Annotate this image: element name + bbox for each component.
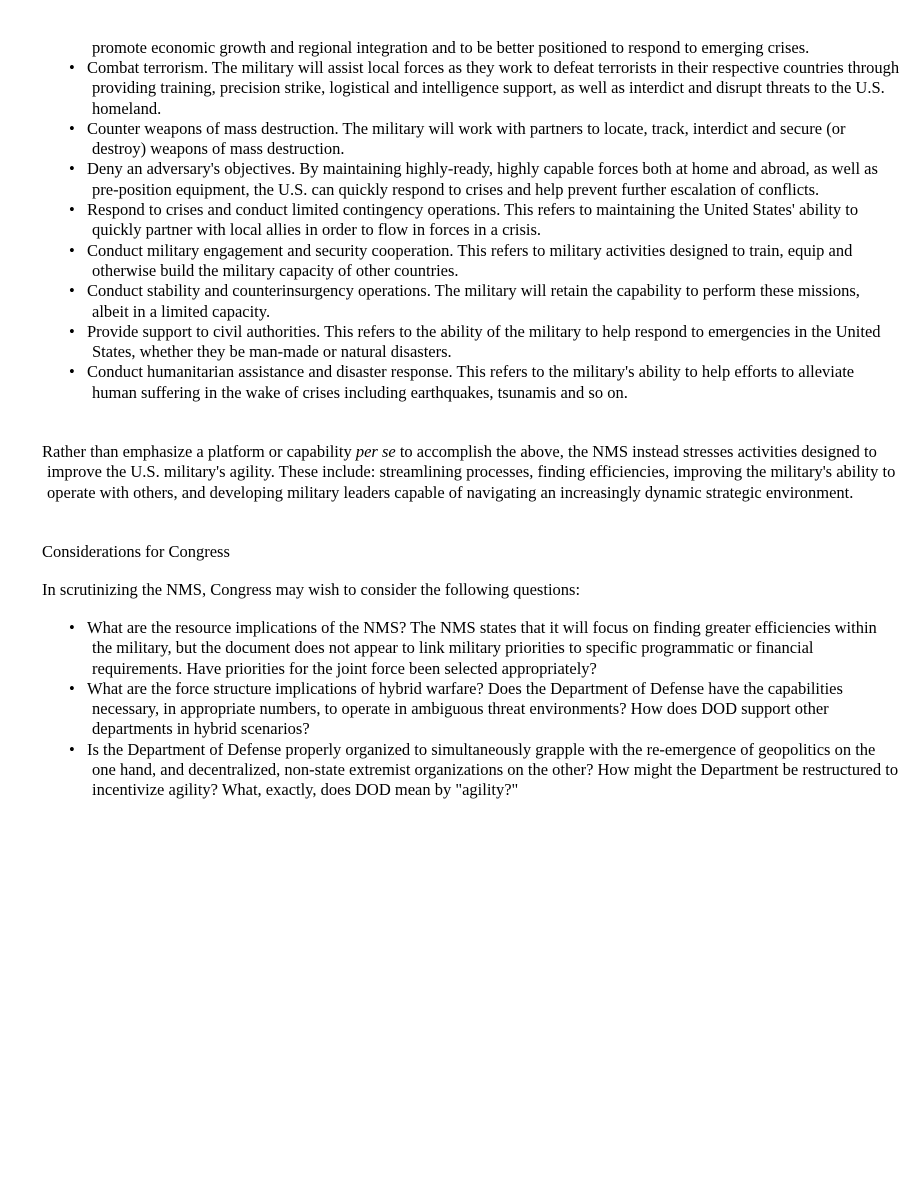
list-item-text: Conduct humanitarian assistance and disaster response. This refers to the military's ability to help efforts to alleviate human suffering in the wake of crises including earthquakes, tsunamis and so on.: [87, 362, 855, 402]
list-item-text: Conduct stability and counterinsurgency operations. The military will retain the capability to perform these missions, albeit in a limited capacity.: [87, 281, 860, 321]
list-item-text: Conduct military engagement and security cooperation. This refers to military activities designed to train, equip and otherwise build the military capacity of other countries.: [87, 240, 853, 280]
list-item: [0, 322, 900, 363]
list-item: [0, 740, 900, 801]
rather-paragraph-lead: Rather than emphasize a platform or capability: [42, 442, 356, 461]
list-item-text: Deny an adversary's objectives. By maintaining highly-ready, highly capable forces both at home and abroad, as well as pre-position equipment, the U.S. can quickly respond to crises and help prevent further escalation of conflicts.: [87, 159, 878, 199]
bullet-icon: •: [69, 362, 75, 382]
list-item-text: Counter weapons of mass destruction. The military will work with partners to locate, track, interdict and secure (or destroy) weapons of mass destruction.: [87, 118, 846, 159]
list-item: [0, 281, 900, 322]
list-item-text: What are the force structure implications of hybrid warfare? Does the Department of Defense have the capabilities necessary, in appropriate numbers, to operate in ambiguous threat environments? How does DOD support other departments in hybrid scenarios?: [87, 678, 843, 739]
bullet-icon: •: [69, 321, 75, 341]
bullet-icon: •: [69, 618, 75, 637]
list-item: [0, 119, 900, 160]
list-item: [0, 362, 900, 403]
rather-paragraph-rest: to accomplish the above, the NMS instead stresses activities designed to improve the U.S. military's agility. These include: streamlining processes, finding efficiencies, improving the military's ability to operate with others, and developing military leaders capable of navigating an increasingly dynamic strategic environment.: [47, 442, 896, 502]
mission-list: [0, 58, 900, 403]
list-item-text: Combat terrorism. The military will assist local forces as they work to defeat terrorists in their respective countries through providing training, precision strike, logistical and intelligence support, as well as interdict and disrupt threats to the U.S. homeland.: [87, 58, 900, 118]
list-item-text: What are the resource implications of the NMS? The NMS states that it will focus on finding greater efficiencies within the military, but the document does not appear to link military priorities to specific programmatic or financial requirements. Have priorities for the joint force been selected appropriately?: [87, 618, 877, 678]
list-item: [0, 159, 900, 200]
per-se-emphasis: per se: [355, 442, 396, 461]
bullet-icon: •: [69, 281, 75, 301]
bullet-icon: •: [69, 200, 75, 220]
question-list: [0, 618, 900, 801]
bullet-icon: •: [69, 739, 75, 759]
list-item-text: Respond to crises and conduct limited contingency operations. This refers to maintaining the United States' ability to quickly partner with local allies in order to flow in forces in a crisis.: [87, 200, 859, 240]
list-item: [0, 241, 900, 282]
bullet-icon: •: [69, 240, 75, 260]
continuation-text: promote economic growth and regional integration and to be better positioned to respond to emerging crises.: [92, 38, 810, 57]
list-item: [0, 679, 900, 740]
scrutiny-intro: In scrutinizing the NMS, Congress may wish to consider the following questions:: [42, 580, 581, 599]
section-heading: Considerations for Congress: [42, 542, 230, 561]
bullet-icon: •: [69, 58, 75, 77]
list-item: [0, 618, 900, 679]
rather-paragraph: [42, 442, 907, 503]
list-item-text: Is the Department of Defense properly organized to simultaneously grapple with the re-emergence of geopolitics on the one hand, and decentralized, non-state extremist organizations on the other? How might the Department be restructured to incentivize agility? What, exactly, does DOD mean by "agility?": [87, 739, 899, 800]
bullet-icon: •: [69, 159, 75, 179]
bullet-icon: •: [69, 678, 75, 698]
list-item: [0, 200, 900, 241]
list-item: [0, 58, 900, 119]
list-item-text: Provide support to civil authorities. This refers to the ability of the military to help respond to emergencies in the United States, whether they be man-made or natural disasters.: [87, 321, 881, 362]
bullet-icon: •: [69, 118, 75, 138]
